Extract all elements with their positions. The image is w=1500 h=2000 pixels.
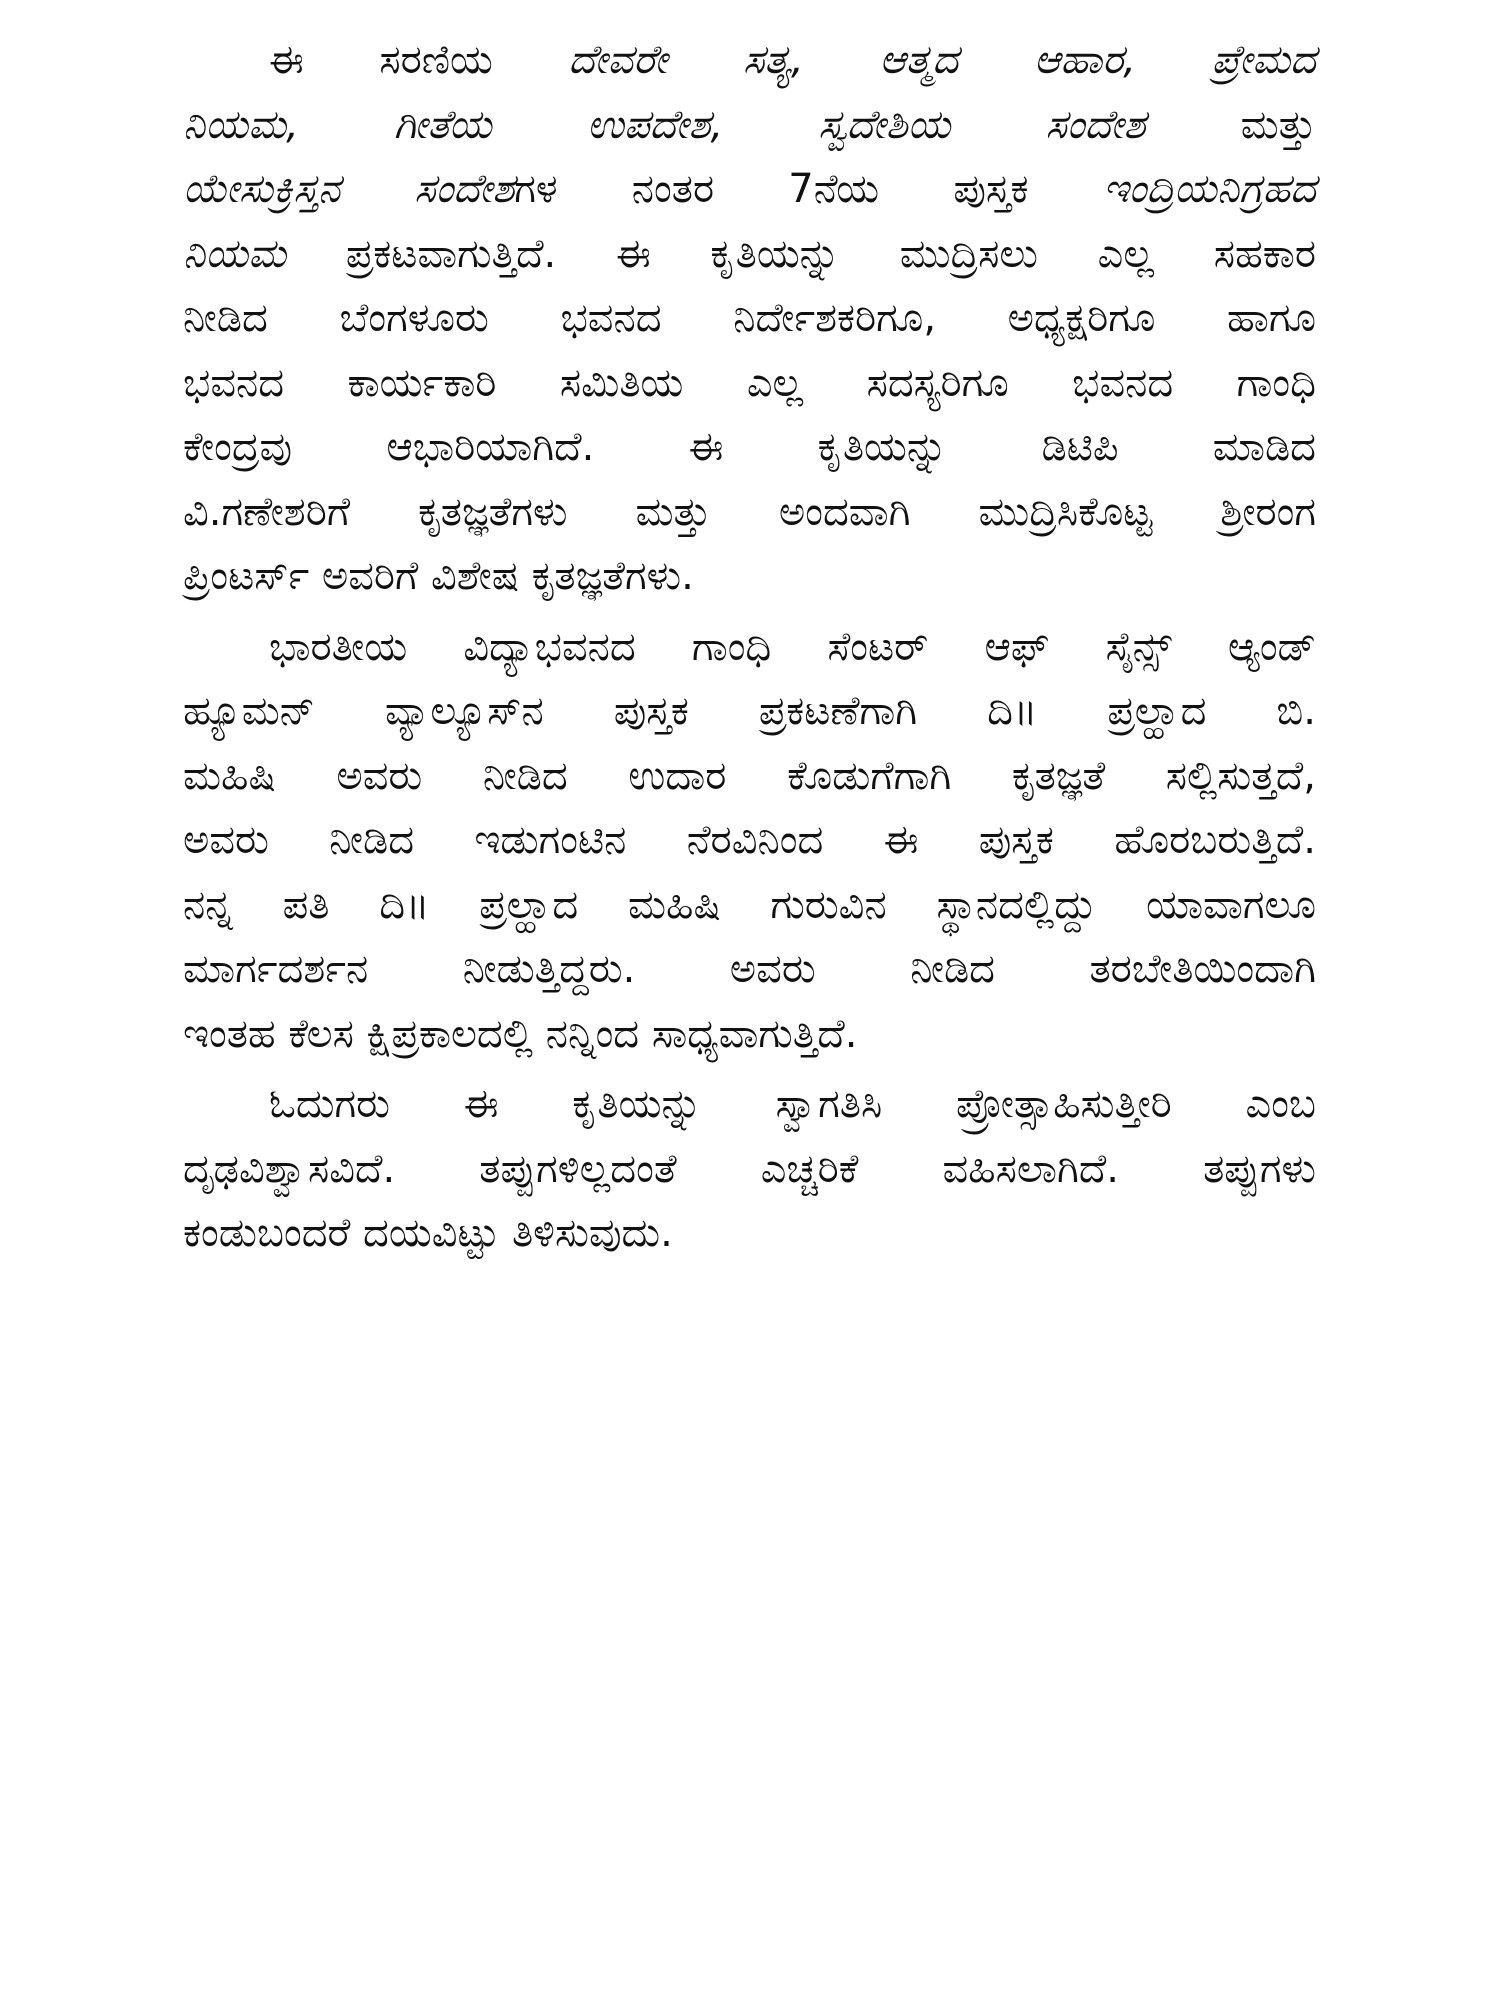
body-text: ಮಾರ್ಗದರ್ಶನ ನೀಡುತ್ತಿದ್ದರು. ಅವರು ನೀಡಿದ ತರಬೇತಿಯಿಂದಾಗಿ	[183, 946, 1316, 992]
text-line	[183, 157, 1316, 222]
text-line	[183, 93, 1316, 158]
body-text: ಮಹಿಷಿ ಅವರು ನೀಡಿದ ಉದಾರ ಕೊಡುಗೆಗಾಗಿ ಕೃತಜ್ಞತೆ ಸಲ್ಲಿಸುತ್ತದೆ,	[183, 752, 1316, 799]
text-line	[183, 937, 1316, 1002]
body-text: ಭಾರತೀಯ ವಿದ್ಯಾಭವನದ ಗಾಂಧಿ ಸೆಂಟರ್ ಆಫ್ ಸೈನ್ಸ್ ಆ್ಯಂಡ್	[269, 623, 1316, 670]
paragraph	[183, 28, 1316, 609]
body-text: ಭವನದ ಕಾರ್ಯಕಾರಿ ಸಮಿತಿಯ ಎಲ್ಲ ಸದಸ್ಯರಿಗೂ ಭವನದ ಗಾಂಧಿ	[183, 359, 1316, 406]
body-text: ಓದುಗರು ಈ ಕೃತಿಯನ್ನು ಸ್ವಾಗತಿಸಿ ಪ್ರೋತ್ಸಾಹಿಸುತ್ತೀರಿ ಎಂಬ	[269, 1081, 1316, 1127]
text-line	[183, 744, 1316, 809]
body-text: ಹ್ಯೂಮನ್ ವ್ಯಾಲ್ಯೂಸ್‌ನ ಪುಸ್ತಕ ಪ್ರಕಟಣೆಗಾಗಿ ದಿ॥ ಪ್ರಲ್ಹಾದ ಬಿ.	[183, 688, 1316, 734]
text-line	[183, 1002, 1316, 1067]
text-line	[183, 351, 1316, 416]
italic-title-text: ಯೇಸುಕ್ರಿಸ್ತನ ಸಂದೇಶ	[183, 166, 515, 212]
text-line	[183, 1201, 1316, 1266]
text-line	[183, 28, 1316, 93]
text-line	[183, 615, 1316, 680]
italic-title-text: ದೇವರೇ ಸತ್ಯ, ಆತ್ಮದ ಆಹಾರ, ಪ್ರೇಮದ	[568, 37, 1316, 83]
body-text: ಮತ್ತು	[1145, 101, 1316, 148]
body-text: ಪ್ರಿಂಟರ್ಸ್ ಅವರಿಗೆ ವಿಶೇಷ ಕೃತಜ್ಞತೆಗಳು.	[183, 553, 694, 599]
body-text: ನೀಡಿದ ಬೆಂಗಳೂರು ಭವನದ ನಿರ್ದೇಶಕರಿಗೂ, ಅಧ್ಯಕ್ಷರಿಗೂ ಹಾಗೂ	[183, 295, 1316, 341]
body-text: ಗಳ ನಂತರ 7ನೆಯ ಪುಸ್ತಕ	[514, 166, 1103, 212]
body-text: ಅವರು ನೀಡಿದ ಇಡುಗಂಟಿನ ನೆರವಿನಿಂದ ಈ ಪುಸ್ತಕ ಹೊರಬರುತ್ತಿದೆ.	[183, 817, 1316, 863]
body-text: ಈ ಸರಣಿಯ	[269, 37, 569, 83]
text-line	[183, 222, 1316, 287]
italic-title-text: ನಿಯಮ	[183, 230, 287, 277]
text-line	[183, 808, 1316, 873]
body-text: ದೃಢವಿಶ್ವಾಸವಿದೆ. ತಪ್ಪುಗಳಿಲ್ಲದಂತೆ ಎಚ್ಚರಿಕೆ ವಹಿಸಲಾಗಿದೆ. ತಪ್ಪುಗಳು	[183, 1145, 1316, 1192]
text-line	[183, 873, 1316, 938]
body-text: ಇಂತಹ ಕೆಲಸ ಕ್ಷಿಪ್ರಕಾಲದಲ್ಲಿ ನನ್ನಿಂದ ಸಾಧ್ಯವಾಗುತ್ತಿದೆ.	[183, 1010, 858, 1057]
text-line	[183, 286, 1316, 351]
text-line	[183, 679, 1316, 744]
body-text: ಕಂಡುಬಂದರೆ ದಯವಿಟ್ಟು ತಿಳಿಸುವುದು.	[183, 1210, 673, 1256]
text-line	[183, 1072, 1316, 1137]
italic-title-text: ನಿಯಮ, ಗೀತೆಯ ಉಪದೇಶ, ಸ್ವದೇಶಿಯ ಸಂದೇಶ	[183, 101, 1146, 148]
italic-title-text: ಇಂದ್ರಿಯನಿಗ್ರಹದ	[1102, 166, 1316, 212]
paragraph	[183, 1072, 1316, 1266]
paragraph	[183, 615, 1316, 1067]
text-line	[183, 544, 1316, 609]
text-line	[183, 415, 1316, 480]
body-text: ವಿ.ಗಣೇಶರಿಗೆ ಕೃತಜ್ಞತೆಗಳು ಮತ್ತು ಅಂದವಾಗಿ ಮುದ್ರಿಸಿಕೊಟ್ಟ ಶ್ರೀರಂಗ	[183, 488, 1316, 535]
document-body	[183, 28, 1316, 1272]
body-text: ಪ್ರಕಟವಾಗುತ್ತಿದೆ. ಈ ಕೃತಿಯನ್ನು ಮುದ್ರಿಸಲು ಎಲ್ಲ ಸಹಕಾರ	[286, 230, 1316, 277]
body-text: ನನ್ನ ಪತಿ ದಿ॥ ಪ್ರಲ್ಹಾದ ಮಹಿಷಿ ಗುರುವಿನ ಸ್ಥಾನದಲ್ಲಿದ್ದು ಯಾವಾಗಲೂ	[183, 881, 1316, 928]
body-text: ಕೇಂದ್ರವು ಆಭಾರಿಯಾಗಿದೆ. ಈ ಕೃತಿಯನ್ನು ಡಿಟಿಪಿ ಮಾಡಿದ	[183, 424, 1316, 470]
text-line	[183, 480, 1316, 545]
text-line	[183, 1137, 1316, 1202]
